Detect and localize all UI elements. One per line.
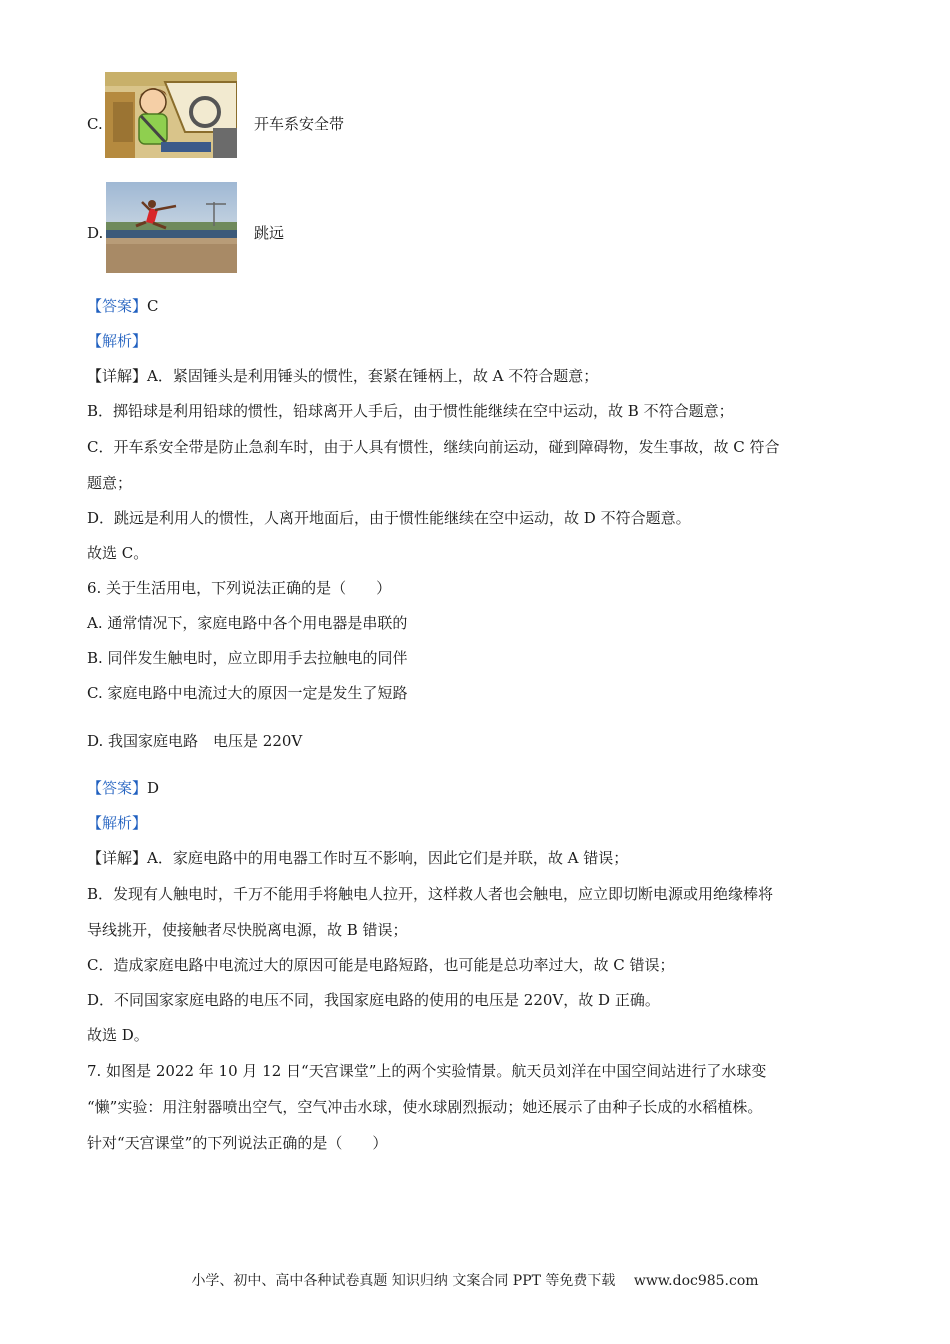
q5-answer	[87, 296, 159, 316]
option-c-text: 开车系安全带	[254, 115, 345, 133]
option-c-letter: C.	[87, 115, 103, 133]
option-d-letter: D.	[87, 224, 104, 242]
q5-detail-d: D．跳远是利用人的惯性，人离开地面后，由于惯性能继续在空中运动，故 D 不符合题意。	[87, 509, 691, 527]
q6-option-b: B. 同伴发生触电时，应立即用手去拉触电的同伴	[87, 649, 408, 667]
answer-value: D	[147, 779, 160, 797]
answer-value: C	[147, 297, 159, 315]
q6-detail-b1: B．发现有人触电时，千万不能用手将触电人拉开，这样救人者也会触电，应立即切断电源或用绝缘棒将	[87, 885, 774, 903]
q5-analysis-tag: 【解析】	[87, 332, 148, 350]
answer-tag: 【答案】	[87, 297, 148, 315]
detail-tag: 【详解】	[87, 367, 148, 385]
q6-stem: 6. 关于生活用电，下列说法正确的是（ ）	[87, 579, 392, 597]
q6-detail-d: D．不同国家家庭电路的电压不同，我国家庭电路的使用的电压是 220V，故 D 正确。	[87, 991, 660, 1009]
q5-detail-a	[87, 366, 598, 386]
q6-option-a: A. 通常情况下，家庭电路中各个用电器是串联的	[87, 614, 408, 632]
q7-line3: 针对“天宫课堂”的下列说法正确的是（ ）	[87, 1134, 388, 1152]
answer-tag: 【答案】	[87, 779, 148, 797]
q6-analysis-tag: 【解析】	[87, 814, 148, 832]
q7-line1: 7. 如图是 2022 年 10 月 12 日“天宫课堂”上的两个实验情景。航天员刘洋在中国空间站进行了水球变	[87, 1062, 767, 1080]
page-footer: 小学、初中、高中各种试卷真题 知识归纳 文案合同 PPT 等免费下载 www.doc985.com	[191, 1273, 759, 1289]
detail-tag: 【详解】	[87, 849, 148, 867]
q5-detail-c2: 题意；	[87, 474, 133, 492]
q6-detail-b2: 导线挑开，使接触者尽快脱离电源，故 B 错误；	[87, 921, 408, 939]
q6-answer	[87, 778, 159, 798]
detail-text: A．紧固锤头是利用锤头的惯性，套紧在锤柄上，故 A 不符合题意；	[147, 367, 599, 385]
q7-line2: “懒”实验：用注射器喷出空气，空气冲击水球，使水球剧烈振动；她还展示了由种子长成的水稻植株。	[87, 1098, 763, 1116]
q6-detail-a	[87, 848, 628, 868]
q5-detail-c1: C．开车系安全带是防止急刹车时，由于人具有惯性，继续向前运动，碰到障碍物，发生事故，故 C 符合	[87, 438, 780, 456]
q6-conclusion: 故选 D。	[87, 1026, 149, 1044]
q6-option-c: C. 家庭电路中电流过大的原因一定是发生了短路	[87, 684, 408, 702]
q6-option-d: D. 我国家庭电路 电压是 220V	[87, 732, 303, 750]
detail-text: A．家庭电路中的用电器工作时互不影响，因此它们是并联，故 A 错误；	[147, 849, 629, 867]
car-seatbelt-illustration	[105, 72, 237, 158]
q5-detail-b: B．掷铅球是利用铅球的惯性，铅球离开人手后，由于惯性能继续在空中运动，故 B 不符合题意；	[87, 402, 734, 420]
option-d-text: 跳远	[254, 224, 285, 242]
q6-detail-c: C．造成家庭电路中电流过大的原因可能是电路短路，也可能是总功率过大，故 C 错误；	[87, 956, 675, 974]
long-jump-photo	[106, 182, 237, 273]
q5-conclusion: 故选 C。	[87, 544, 149, 562]
